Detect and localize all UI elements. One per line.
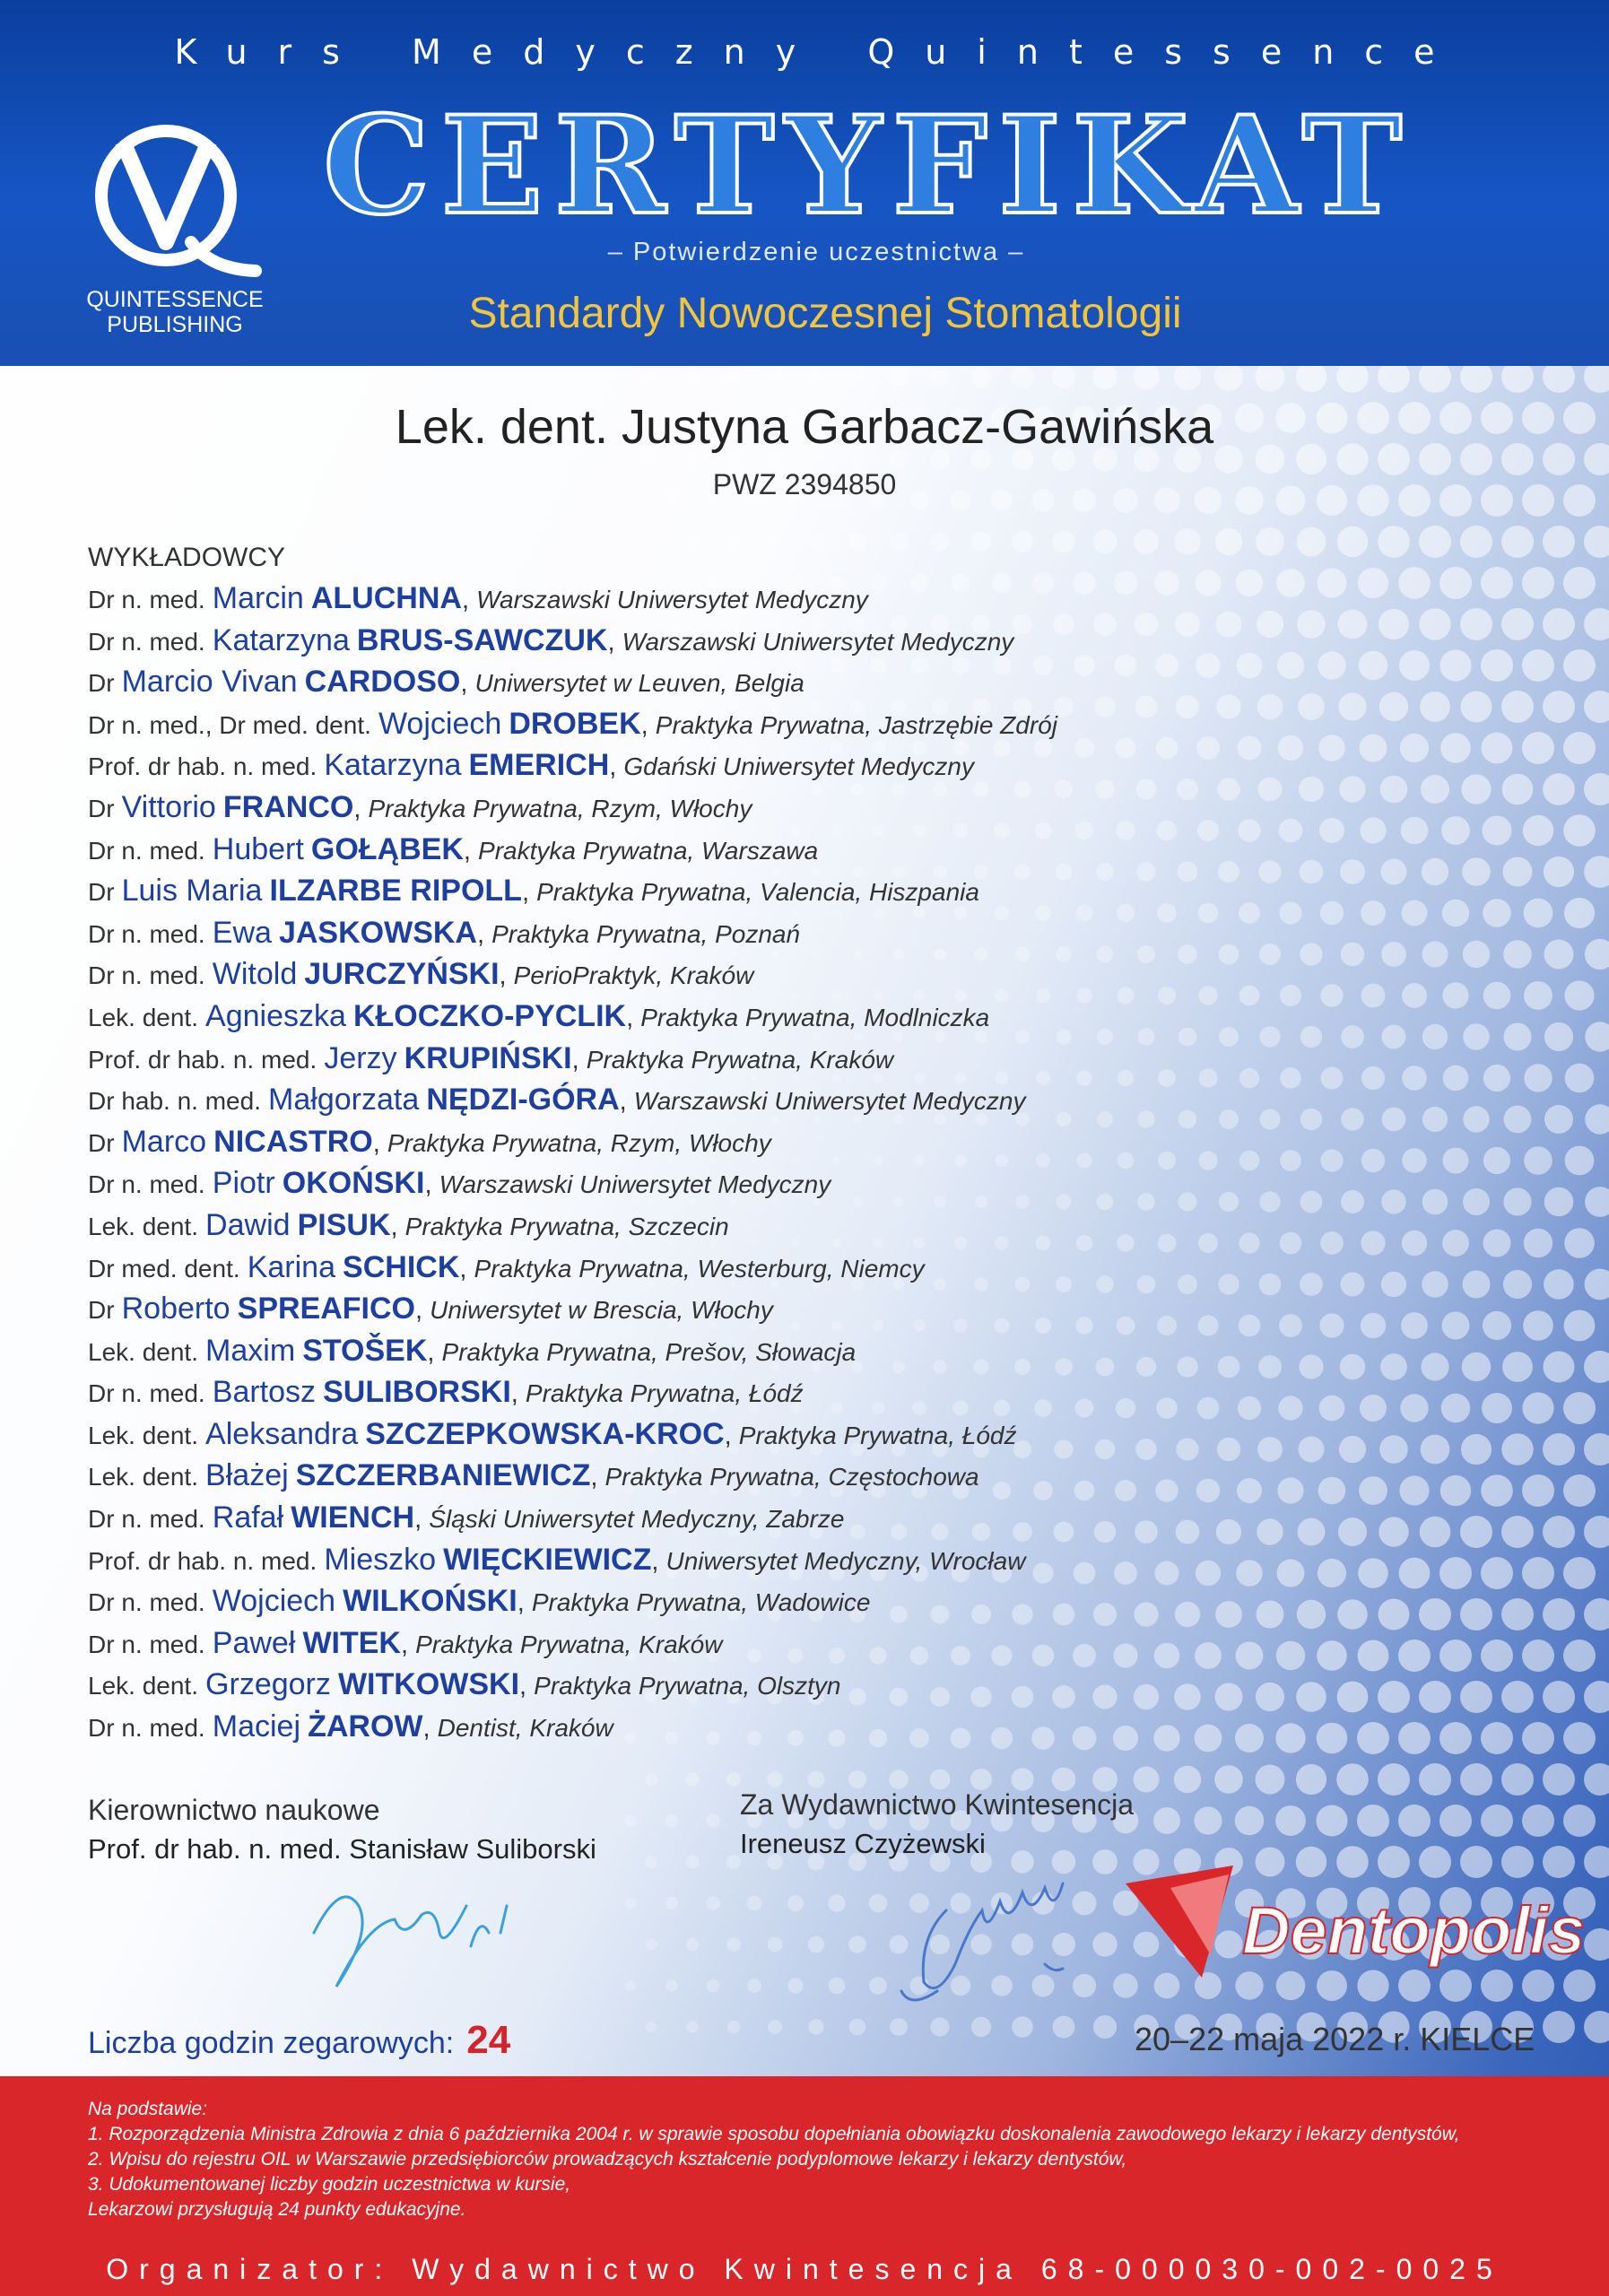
legal-basis-line: Lekarzowi przysługują 24 punkty edukacyjne. xyxy=(88,2199,466,2220)
lecturer-affiliation: Warszawski Uniwersytet Medyczny xyxy=(476,586,868,613)
lecturer-row: Lek. dent. Błażej SZCZERBANIEWICZ, Praktyka Prywatna, Częstochowa xyxy=(88,1458,979,1493)
lecturer-row: Dr n. med. Marcin ALUCHNA, Warszawski Uniwersytet Medyczny xyxy=(88,581,868,615)
dentopolis-logo-icon xyxy=(1117,1848,1586,1991)
lecturer-affiliation: Uniwersytet w Leuven, Belgia xyxy=(474,669,804,698)
lecturer-first-name: Maciej xyxy=(212,1709,301,1744)
lecturer-first-name: Bartosz xyxy=(212,1375,317,1410)
lecturer-first-name: Marco xyxy=(121,1124,207,1159)
lecturer-affiliation: Praktyka Prywatna, Prešov, Słowacja xyxy=(441,1337,857,1366)
lecturer-title: Dr n. med. xyxy=(88,1630,205,1658)
lecturer-first-name: Marcin xyxy=(212,581,304,615)
scientific-director-label: Kierownictwo naukowe xyxy=(88,1794,380,1826)
participation-subtitle: – Potwierdzenie uczestnictwa – xyxy=(607,238,1025,266)
lecturer-last-name: ILZARBE RIPOLL xyxy=(269,874,522,909)
lecturer-affiliation: Praktyka Prywatna, Wadowice xyxy=(531,1588,871,1617)
lecturer-title: Dr xyxy=(88,794,115,822)
lecturer-first-name: Małgorzata xyxy=(268,1083,420,1118)
course-name: Standardy Nowoczesnej Stomatologii xyxy=(468,290,1182,337)
lecturer-row: Lek. dent. Agnieszka KŁOCZKO-PYCLIK, Praktyka Prywatna, Modlniczka xyxy=(88,998,990,1033)
lecturer-title: Dr hab. n. med. xyxy=(88,1087,261,1116)
hours-count xyxy=(88,2018,510,2063)
lecturer-row: Dr n. med. Ewa JASKOWSKA, Praktyka Prywatna, Poznań xyxy=(88,915,801,950)
lecturer-affiliation: Praktyka Prywatna, Szczecin xyxy=(404,1212,729,1240)
publisher-logo-line1: QUINTESSENCE xyxy=(86,287,264,312)
lecturer-title: Dr xyxy=(88,1128,115,1157)
lecturer-title: Dr med. dent. xyxy=(88,1254,240,1283)
lecturer-first-name: Marcio Vivan xyxy=(121,665,298,700)
lecturer-first-name: Katarzyna xyxy=(212,622,350,657)
lecturer-affiliation: Praktyka Prywatna, Kraków xyxy=(586,1045,894,1074)
lecturer-title: Dr n. med. xyxy=(88,627,205,656)
lecturer-first-name: Rafał xyxy=(212,1500,284,1535)
publisher-representative-label: Za Wydawnictwo Kwintesencja xyxy=(740,1788,1134,1821)
lecturer-affiliation: Uniwersytet Medyczny, Wrocław xyxy=(665,1546,1026,1575)
publisher-representative-name: Ireneusz Czyżewski xyxy=(740,1828,986,1859)
legal-basis-line: Na podstawie: xyxy=(88,2099,208,2119)
lecturer-first-name: Błażej xyxy=(205,1458,289,1493)
legal-basis-notes xyxy=(88,2097,1559,2222)
lecturer-first-name: Dawid xyxy=(205,1207,291,1242)
lecturer-last-name: WILKOŃSKI xyxy=(343,1584,517,1619)
lecturers-list xyxy=(88,578,1344,1748)
lecturer-affiliation: Praktyka Prywatna, Jastrzębie Zdrój xyxy=(655,710,1057,739)
lecturer-row: Lek. dent. Maxim STOŠEK, Praktyka Prywatna, Prešov, Słowacja xyxy=(88,1333,857,1368)
lecturer-first-name: Katarzyna xyxy=(324,748,462,783)
course-series-title: Kurs Medyczny Quintessence xyxy=(174,32,1465,72)
lecturer-last-name: FRANCO xyxy=(222,789,354,824)
lecturer-first-name: Wojciech xyxy=(212,1584,336,1619)
lecturer-title: Lek. dent. xyxy=(88,1337,198,1366)
lecturer-title: Prof. dr hab. n. med. xyxy=(88,752,317,781)
lecturer-affiliation: Praktyka Prywatna, Częstochowa xyxy=(604,1463,979,1492)
lecturer-last-name: NICASTRO xyxy=(213,1124,373,1159)
event-date: 20–22 maja 2022 r. KIELCE xyxy=(1135,2021,1535,2057)
lecturer-row: Dr n. med., Dr med. dent. Wojciech DROBEK, Praktyka Prywatna, Jastrzębie Zdrój xyxy=(88,706,1057,741)
lecturer-last-name: NĘDZI-GÓRA xyxy=(426,1083,620,1118)
lecturer-row: Dr Marcio Vivan CARDOSO, Uniwersytet w Leuven, Belgia xyxy=(88,665,804,700)
lecturer-first-name: Maxim xyxy=(205,1333,296,1368)
lecturer-row: Prof. dr hab. n. med. Katarzyna EMERICH, Gdański Uniwersytet Medyczny xyxy=(88,748,974,783)
lecturer-last-name: SZCZERBANIEWICZ xyxy=(295,1458,591,1493)
scientific-director-signature xyxy=(287,1870,556,2005)
lecturer-last-name: JURCZYŃSKI xyxy=(304,957,500,992)
lecturer-last-name: OKOŃSKI xyxy=(282,1166,425,1201)
lecturer-title: Dr n. med. xyxy=(88,836,205,865)
lecturer-affiliation: Praktyka Prywatna, Rzym, Włochy xyxy=(387,1128,771,1157)
lecturer-last-name: ALUCHNA xyxy=(310,581,462,615)
lecturer-row: Dr hab. n. med. Małgorzata NĘDZI-GÓRA, Warszawski Uniwersytet Medyczny xyxy=(88,1083,1026,1118)
lecturer-row: Dr n. med. Wojciech WILKOŃSKI, Praktyka Prywatna, Wadowice xyxy=(88,1584,871,1619)
lecturer-last-name: ŻAROW xyxy=(308,1709,423,1744)
publisher-logo-text xyxy=(63,287,287,337)
lecturer-row: Dr Marco NICASTRO, Praktyka Prywatna, Rzym, Włochy xyxy=(88,1124,771,1159)
lecturer-last-name: DROBEK xyxy=(509,706,641,741)
lecturer-first-name: Piotr xyxy=(212,1166,275,1201)
lecturer-first-name: Vittorio xyxy=(121,789,216,824)
legal-basis-line: 1. Rozporządzenia Ministra Zdrowia z dnia 6 października 2004 r. w sprawie sposobu dopełniania obowiązku doskonalenia zawodowego lekarzy i lekarzy dentystów, xyxy=(88,2124,1460,2144)
lecturer-last-name: SPREAFICO xyxy=(237,1292,415,1326)
lecturer-affiliation: Praktyka Prywatna, Łódź xyxy=(525,1379,804,1408)
lecturer-title: Prof. dr hab. n. med. xyxy=(88,1546,317,1575)
lecturer-last-name: STOŠEK xyxy=(302,1333,428,1368)
lecturer-title: Dr n. med. xyxy=(88,1505,205,1534)
legal-basis-line: 3. Udokumentowanej liczby godzin uczestnictwa w kursie, xyxy=(88,2174,571,2195)
lecturer-first-name: Mieszko xyxy=(324,1542,437,1577)
dentopolis-logo-text: Dentopolis xyxy=(1242,1893,1586,1968)
lecturer-first-name: Jerzy xyxy=(324,1040,397,1075)
lecturer-row: Dr n. med. Witold JURCZYŃSKI, PerioPraktyk, Kraków xyxy=(88,957,754,992)
lecturer-affiliation: Śląski Uniwersytet Medyczny, Zabrze xyxy=(429,1505,845,1534)
lecturer-title: Dr n. med. xyxy=(88,1714,205,1743)
hours-value: 24 xyxy=(466,2018,511,2062)
lecturer-row: Dr n. med. Rafał WIENCH, Śląski Uniwersytet Medyczny, Zabrze xyxy=(88,1500,845,1535)
lecturer-first-name: Witold xyxy=(212,957,298,992)
lecturer-title: Dr n. med. xyxy=(88,1379,205,1408)
lecturer-row: Dr n. med. Katarzyna BRUS-SAWCZUK, Warszawski Uniwersytet Medyczny xyxy=(88,622,1014,657)
lecturer-first-name: Roberto xyxy=(121,1292,230,1326)
lecturer-title: Dr n. med., Dr med. dent. xyxy=(88,710,371,739)
lecturer-affiliation: Praktyka Prywatna, Westerburg, Niemcy xyxy=(474,1254,925,1283)
lecturer-affiliation: Praktyka Prywatna, Rzym, Włochy xyxy=(368,794,752,822)
lecturer-last-name: SULIBORSKI xyxy=(323,1375,511,1410)
lecturer-last-name: KŁOCZKO-PYCLIK xyxy=(352,998,627,1033)
lecturers-heading: WYKŁADOWCY xyxy=(88,543,286,572)
lecturer-row: Lek. dent. Grzegorz WITKOWSKI, Praktyka Prywatna, Olsztyn xyxy=(88,1667,841,1702)
lecturer-title: Lek. dent. xyxy=(88,1672,198,1700)
lecturer-affiliation: Praktyka Prywatna, Kraków xyxy=(415,1630,723,1658)
lecturer-affiliation: Warszawski Uniwersytet Medyczny xyxy=(439,1170,831,1199)
lecturer-last-name: GOŁĄBEK xyxy=(310,831,464,866)
lecturer-first-name: Ewa xyxy=(212,915,272,950)
lecturer-row: Dr n. med. Paweł WITEK, Praktyka Prywatna, Kraków xyxy=(88,1625,723,1660)
lecturer-row: Dr n. med. Piotr OKOŃSKI, Warszawski Uniwersytet Medyczny xyxy=(88,1166,831,1201)
hours-label: Liczba godzin zegarowych: xyxy=(88,2026,455,2060)
scientific-director-name: Prof. dr hab. n. med. Stanisław Suliborski xyxy=(88,1833,596,1865)
lecturer-affiliation: Praktyka Prywatna, Olsztyn xyxy=(534,1672,841,1700)
certificate-header xyxy=(0,0,1609,366)
lecturer-affiliation: Praktyka Prywatna, Warszawa xyxy=(478,836,819,865)
lecturer-row: Lek. dent. Aleksandra SZCZEPKOWSKA-KROC, Praktyka Prywatna, Łódź xyxy=(88,1416,1017,1451)
lecturer-row: Lek. dent. Dawid PISUK, Praktyka Prywatna, Szczecin xyxy=(88,1207,729,1242)
lecturer-last-name: WITEK xyxy=(302,1625,401,1660)
lecturer-last-name: KRUPIŃSKI xyxy=(404,1040,572,1075)
lecturer-first-name: Luis Maria xyxy=(121,874,263,909)
lecturer-affiliation: PerioPraktyk, Kraków xyxy=(513,961,754,990)
lecturer-first-name: Wojciech xyxy=(378,706,502,741)
lecturer-title: Dr xyxy=(88,669,115,698)
lecturer-row: Dr Luis Maria ILZARBE RIPOLL, Praktyka Prywatna, Valencia, Hiszpania xyxy=(88,874,979,909)
lecturer-last-name: BRUS-SAWCZUK xyxy=(356,622,608,657)
lecturer-row: Prof. dr hab. n. med. Mieszko WIĘCKIEWICZ, Uniwersytet Medyczny, Wrocław xyxy=(88,1542,1026,1577)
lecturer-last-name: PISUK xyxy=(297,1207,391,1242)
lecturer-title: Lek. dent. xyxy=(88,1212,198,1240)
lecturer-title: Lek. dent. xyxy=(88,1003,198,1031)
lecturer-last-name: WITKOWSKI xyxy=(337,1667,520,1702)
lecturer-title: Prof. dr hab. n. med. xyxy=(88,1045,317,1074)
lecturer-row: Prof. dr hab. n. med. Jerzy KRUPIŃSKI, Praktyka Prywatna, Kraków xyxy=(88,1040,894,1075)
lecturer-row: Dr Vittorio FRANCO, Praktyka Prywatna, Rzym, Włochy xyxy=(88,789,752,824)
lecturer-affiliation: Praktyka Prywatna, Valencia, Hiszpania xyxy=(536,878,979,907)
lecturer-last-name: SCHICK xyxy=(343,1249,460,1284)
lecturer-title: Dr n. med. xyxy=(88,961,205,990)
lecturer-affiliation: Warszawski Uniwersytet Medyczny xyxy=(622,627,1014,656)
lecturer-last-name: CARDOSO xyxy=(304,665,461,700)
lecturer-title: Dr n. med. xyxy=(88,1170,205,1199)
lecturer-title: Dr xyxy=(88,1296,115,1325)
recipient-name: Lek. dent. Justyna Garbacz-Gawińska xyxy=(395,400,1214,454)
lecturer-first-name: Paweł xyxy=(212,1625,296,1660)
lecturer-title: Dr xyxy=(88,878,115,907)
lecturer-affiliation: Praktyka Prywatna, Poznań xyxy=(491,919,801,948)
lecturer-last-name: EMERICH xyxy=(468,748,610,783)
lecturer-title: Dr n. med. xyxy=(88,1588,205,1617)
lecturer-row: Dr n. med. Hubert GOŁĄBEK, Praktyka Prywatna, Warszawa xyxy=(88,831,819,866)
lecturer-last-name: WIENCH xyxy=(291,1500,415,1535)
lecturer-affiliation: Warszawski Uniwersytet Medyczny xyxy=(633,1087,1026,1116)
lecturer-title: Dr n. med. xyxy=(88,586,205,613)
lecturer-title: Lek. dent. xyxy=(88,1421,198,1449)
lecturer-last-name: WIĘCKIEWICZ xyxy=(443,1542,652,1577)
lecturer-affiliation: Dentist, Kraków xyxy=(437,1714,613,1743)
lecturer-affiliation: Praktyka Prywatna, Modlniczka xyxy=(640,1003,990,1031)
certificate-title: CERTYFIKAT xyxy=(323,87,1413,245)
legal-basis-line: 2. Wpisu do rejestru OIL w Warszawie przedsiębiorców prowadzących kształcenie podyplomowe lekarzy i lekarzy dentystów, xyxy=(88,2149,1127,2170)
lecturer-row: Dr Roberto SPREAFICO, Uniwersytet w Brescia, Włochy xyxy=(88,1292,773,1326)
lecturer-first-name: Karina xyxy=(247,1249,335,1284)
lecturer-first-name: Grzegorz xyxy=(205,1667,331,1702)
organizer-line: Organizator: Wydawnictwo Kwintesencja 68-000030-002-0025 xyxy=(106,2253,1503,2285)
lecturer-affiliation: Uniwersytet w Brescia, Włochy xyxy=(430,1296,773,1325)
lecturer-last-name: JASKOWSKA xyxy=(278,915,477,950)
lecturer-first-name: Aleksandra xyxy=(205,1416,359,1451)
lecturer-row: Dr med. dent. Karina SCHICK, Praktyka Prywatna, Westerburg, Niemcy xyxy=(88,1249,925,1284)
recipient-pwz: PWZ 2394850 xyxy=(712,468,897,500)
lecturer-title: Dr n. med. xyxy=(88,919,205,948)
lecturer-affiliation: Praktyka Prywatna, Łódź xyxy=(738,1421,1017,1449)
lecturer-affiliation: Gdański Uniwersytet Medyczny xyxy=(623,752,974,781)
publisher-representative-signature xyxy=(883,1857,1117,2018)
publisher-logo-line2: PUBLISHING xyxy=(107,312,243,337)
lecturer-row: Dr n. med. Bartosz SULIBORSKI, Praktyka Prywatna, Łódź xyxy=(88,1375,804,1410)
lecturer-last-name: SZCZEPKOWSKA-KROC xyxy=(365,1416,725,1451)
lecturer-first-name: Agnieszka xyxy=(205,998,346,1033)
lecturer-first-name: Hubert xyxy=(212,831,304,866)
lecturer-row: Dr n. med. Maciej ŻAROW, Dentist, Kraków xyxy=(88,1709,613,1744)
lecturer-title: Lek. dent. xyxy=(88,1463,198,1492)
